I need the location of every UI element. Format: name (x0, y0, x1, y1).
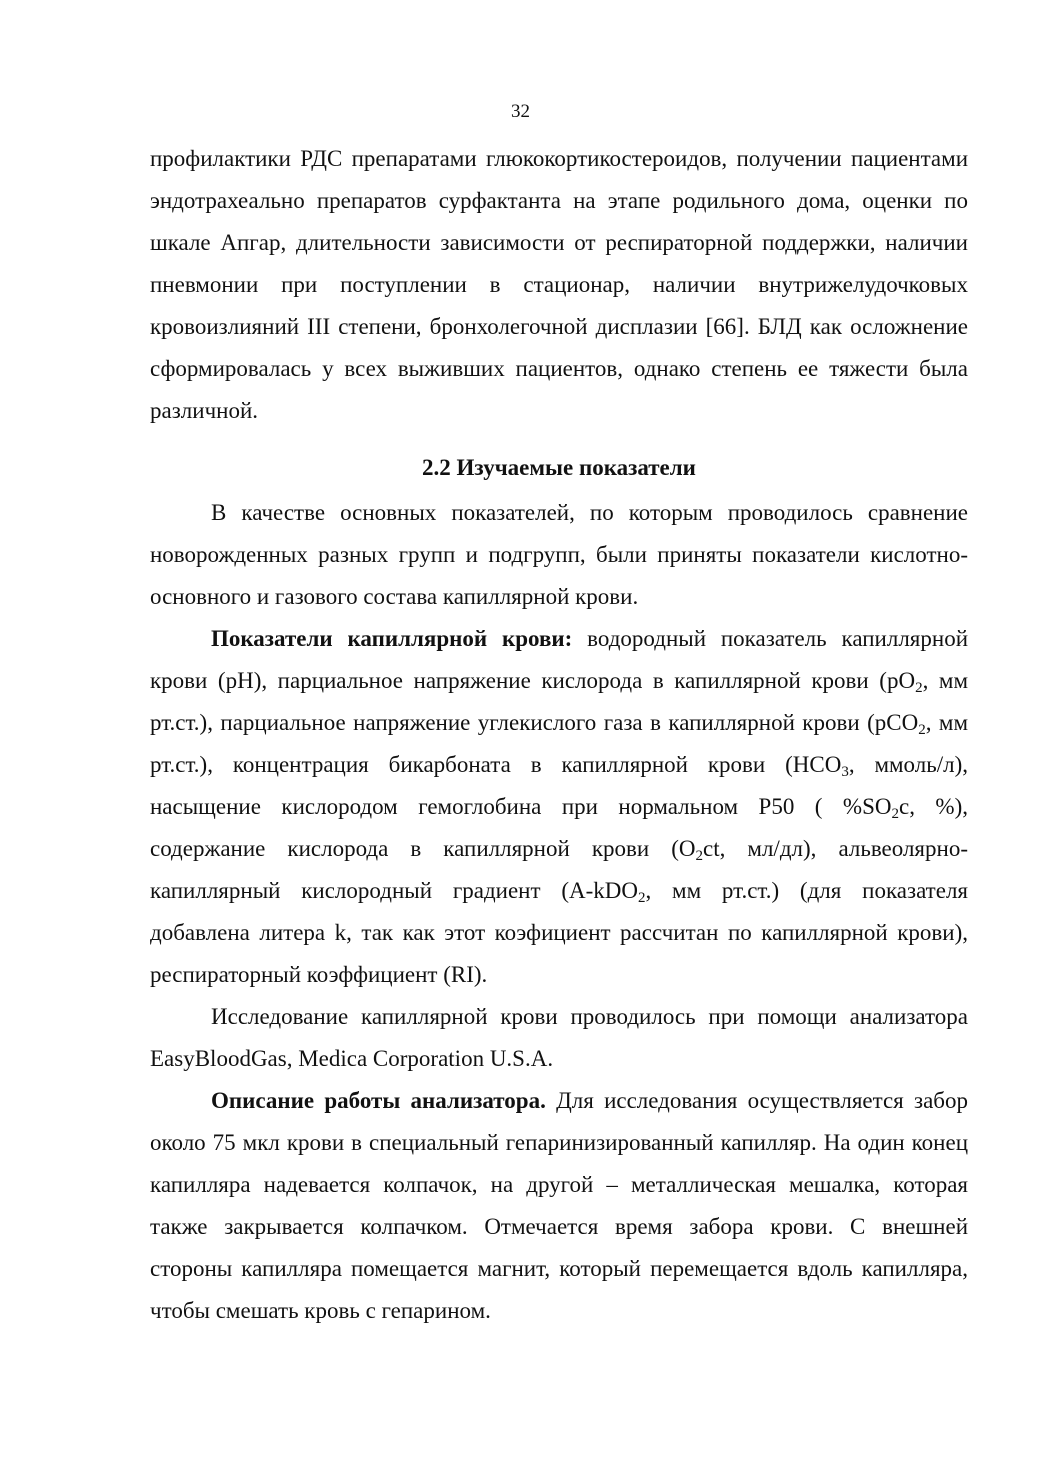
text-run: , мм рт.ст.), концентрация бикарбоната в капиллярной крови (HCO (150, 710, 968, 777)
text-run: Для исследования осуществляется забор около 75 мкл крови в специальный гепаринизированный капилляр. На один конец капилляра надевается колпачок, на другой – металлическая мешалка, которая также закрывается колпачком. Отмечается время забора крови. С внешней стороны капилляра помещается магнит, который перемещается вдоль капилляра, чтобы смешать кровь с гепарином. (150, 1088, 968, 1323)
subscript: 2 (918, 722, 926, 738)
text-run: водородный показатель капиллярной крови (pH), парциальное напряжение кислорода в капиллярной крови (pO (150, 626, 969, 693)
page-number: 32 (511, 101, 530, 122)
subscript: 3 (841, 764, 849, 780)
text-run: c, %), содержание кислорода в капиллярной крови (O (150, 794, 968, 861)
subscript: 2 (637, 890, 646, 906)
paragraph-lead-bold: Показатели капиллярной крови: (211, 626, 573, 651)
text-run: , мм рт.ст.) (для показателя добавлена литера k, так как этот коэфициент рассчитан по капиллярной крови), респираторный коэффициент (RI). (150, 878, 968, 987)
section-heading: 2.2 Изучаемые показатели (422, 455, 696, 480)
paragraph-main-indicators: В качестве основных показателей, по которым проводилось сравнение новорожденных разных групп и подгрупп, были приняты показатели кислотно-основного и газового состава капиллярной крови. (150, 500, 968, 609)
text-run: , мм рт.ст.), парциальное напряжение углекислого газа в капиллярной крови (pCO (150, 668, 968, 735)
paragraph-lead-bold: Описание работы анализатора. (211, 1088, 546, 1113)
text-run: , ммоль/л), насыщение кислородом гемоглобина при нормальном P50 ( %SO (150, 752, 969, 819)
subscript: 2 (915, 680, 923, 696)
text-run: ct, мл/дл), альвеолярно-капиллярный кислородный градиент (A-kDO (150, 836, 968, 903)
paragraph-continuation: профилактики РДС препаратами глюкокортикостероидов, получении пациентами эндотрахеально препаратов сурфактанта на этапе родильного дома, оценки по шкале Апгар, длительности зависимости от респираторной поддержки, наличии пневмонии при поступлении в стационар, наличии внутрижелудочковых кровоизлияний III степени, бронхолегочной дисплазии [66]. БЛД как осложнение сформировалась у всех выживших пациентов, однако степень ее тяжести была различной. (150, 146, 968, 423)
subscript: 2 (891, 806, 899, 822)
paragraph-analyzer-description (150, 1080, 968, 1332)
subscript: 2 (695, 848, 703, 864)
paragraph-analyzer: Исследование капиллярной крови проводилось при помощи анализатора EasyBloodGas, Medica Corporation U.S.A. (150, 1004, 968, 1071)
page-body (150, 138, 968, 1332)
paragraph-capillary-indicators (150, 618, 968, 996)
